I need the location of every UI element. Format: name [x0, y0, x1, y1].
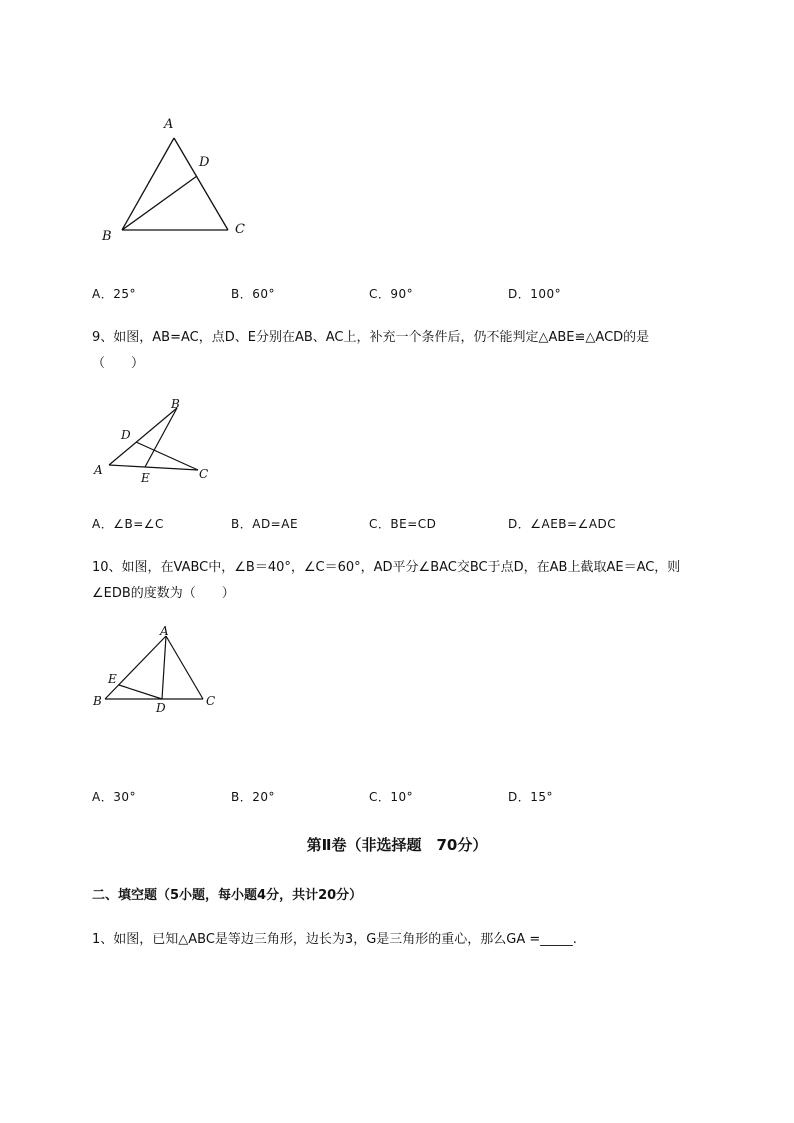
label-e: E — [141, 471, 150, 485]
q9-option-d: D．∠AEB=∠ADC — [508, 517, 617, 531]
label-a: A — [160, 624, 169, 638]
q8-option-d: D．100° — [508, 287, 562, 301]
q10-stem-line1: 10、如图，在VABC中，∠B＝40°，∠C＝60°，AD平分∠BAC交BC于点D，在AB上截取AE＝AC，则 — [92, 560, 681, 575]
segment-bd — [122, 176, 197, 230]
q10-option-a: A．30° — [92, 790, 136, 804]
label-c: C — [235, 222, 245, 237]
q10-option-c: C．10° — [369, 790, 414, 804]
figure-q9-triangle — [88, 392, 228, 492]
q9-option-a: A．∠B=∠C — [92, 517, 164, 531]
figure-q8-triangle — [95, 110, 265, 250]
q9-option-b: B．AD=AE — [231, 517, 299, 531]
q9-stem-line1: 9、如图，AB=AC，点D、E分别在AB、AC上，补充一个条件后，仍不能判定△ABE≌△ACD的是 — [92, 330, 650, 345]
edge-ac — [166, 636, 203, 699]
segment-ed — [119, 685, 162, 699]
label-d: D — [156, 701, 166, 715]
q9-stem-line2: （ ） — [92, 356, 145, 371]
segment-ad — [162, 636, 166, 699]
label-a: A — [94, 463, 103, 477]
label-d: D — [121, 428, 131, 442]
q10-option-b: B．20° — [231, 790, 276, 804]
section-title: 第Ⅱ卷（非选择题 70分） — [306, 836, 488, 854]
edge-ac — [109, 465, 198, 470]
edge-ab — [122, 138, 174, 230]
q9-option-c: C．BE=CD — [369, 517, 437, 531]
label-e: E — [108, 672, 117, 686]
edge-ac — [174, 138, 228, 230]
label-b: B — [93, 694, 102, 708]
q8-option-a: A．25° — [92, 287, 136, 301]
q8-option-c: C．90° — [369, 287, 414, 301]
label-c: C — [206, 694, 216, 708]
q8-option-b: B．60° — [231, 287, 276, 301]
label-d: D — [199, 155, 210, 170]
section-subtitle: 二、填空题（5小题，每小题4分，共计20分） — [92, 888, 363, 903]
figure-q10-triangle — [88, 620, 228, 720]
label-a: A — [164, 117, 174, 132]
label-c: C — [199, 467, 209, 481]
label-b: B — [171, 397, 180, 411]
q10-option-d: D．15° — [508, 790, 554, 804]
fill-question-1: 1、如图，已知△ABC是等边三角形，边长为3，G是三角形的重心，那么GA =_____. — [92, 932, 577, 947]
edge-ab — [105, 636, 166, 699]
q10-stem-line2: ∠EDB的度数为（ ） — [92, 586, 235, 601]
label-b: B — [102, 229, 112, 244]
